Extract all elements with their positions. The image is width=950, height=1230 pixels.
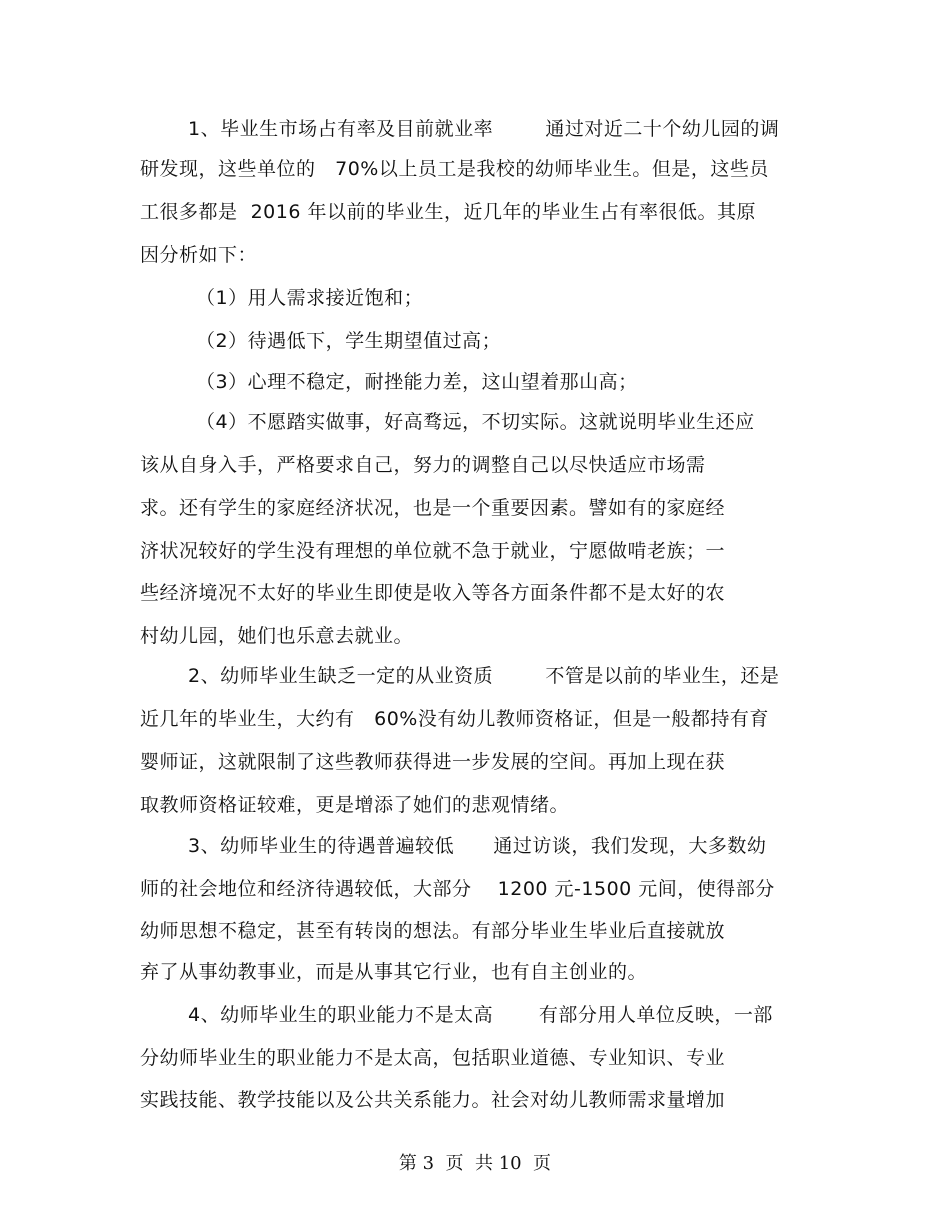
text-line: 因分析如下： <box>140 244 258 266</box>
text-line: 取教师资格证较难，更是增添了她们的悲观情绪。 <box>140 794 570 816</box>
text-line: 4、幼师毕业生的职业能力不是太高 有部分用人单位反映，一部 <box>188 1004 773 1026</box>
text-line: （4）不愿踏实做事，好高骛远，不切实际。这就说明毕业生还应 <box>196 411 755 433</box>
text-line: （2）待遇低下，学生期望值过高； <box>196 330 502 352</box>
text-line: 弃了从事幼教事业，而是从事其它行业，也有自主创业的。 <box>140 961 648 983</box>
text-line: 婴师证，这就限制了这些教师获得进一步发展的空间。再加上现在获 <box>140 751 726 773</box>
text-line: 求。还有学生的家庭经济状况，也是一个重要因素。譬如有的家庭经 <box>140 497 726 519</box>
text-line: 济状况较好的学生没有理想的单位就不急于就业，宁愿做啃老族；一 <box>140 540 726 562</box>
text-line: 该从自身入手，严格要求自己，努力的调整自己以尽快适应市场需 <box>140 454 706 476</box>
text-line: 工很多都是 2016 年以前的毕业生，近几年的毕业生占有率很低。其原 <box>140 201 756 223</box>
text-line: 师的社会地位和经济待遇较低，大部分 1200 元-1500 元间，使得部分 <box>140 878 775 900</box>
text-line: 2、幼师毕业生缺乏一定的从业资质 不管是以前的毕业生，还是 <box>188 665 780 687</box>
text-line: 村幼儿园，她们也乐意去就业。 <box>140 625 414 647</box>
text-line: 幼师思想不稳定，甚至有转岗的想法。有部分毕业生毕业后直接就放 <box>140 920 726 942</box>
text-line: 分幼师毕业生的职业能力不是太高，包括职业道德、专业知识、专业 <box>140 1047 726 1069</box>
text-line: 研发现，这些单位的 70%以上员工是我校的幼师毕业生。但是，这些员 <box>140 158 769 180</box>
text-line: （3）心理不稳定，耐挫能力差，这山望着那山高； <box>196 371 638 393</box>
page-number-footer: 第 3 页 共 10 页 <box>398 1153 552 1174</box>
text-line: 3、幼师毕业生的待遇普遍较低 通过访谈，我们发现，大多数幼 <box>188 835 767 857</box>
text-line: 实践技能、教学技能以及公共关系能力。社会对幼儿教师需求量增加 <box>140 1089 726 1111</box>
text-line: 些经济境况不太好的毕业生即使是收入等各方面条件都不是太好的农 <box>140 582 726 604</box>
text-line: 1、毕业生市场占有率及目前就业率 通过对近二十个幼儿园的调 <box>188 118 780 140</box>
text-line: 近几年的毕业生，大约有 60%没有幼儿教师资格证，但是一般都持有育 <box>140 708 769 730</box>
text-line: （1）用人需求接近饱和； <box>196 287 424 309</box>
